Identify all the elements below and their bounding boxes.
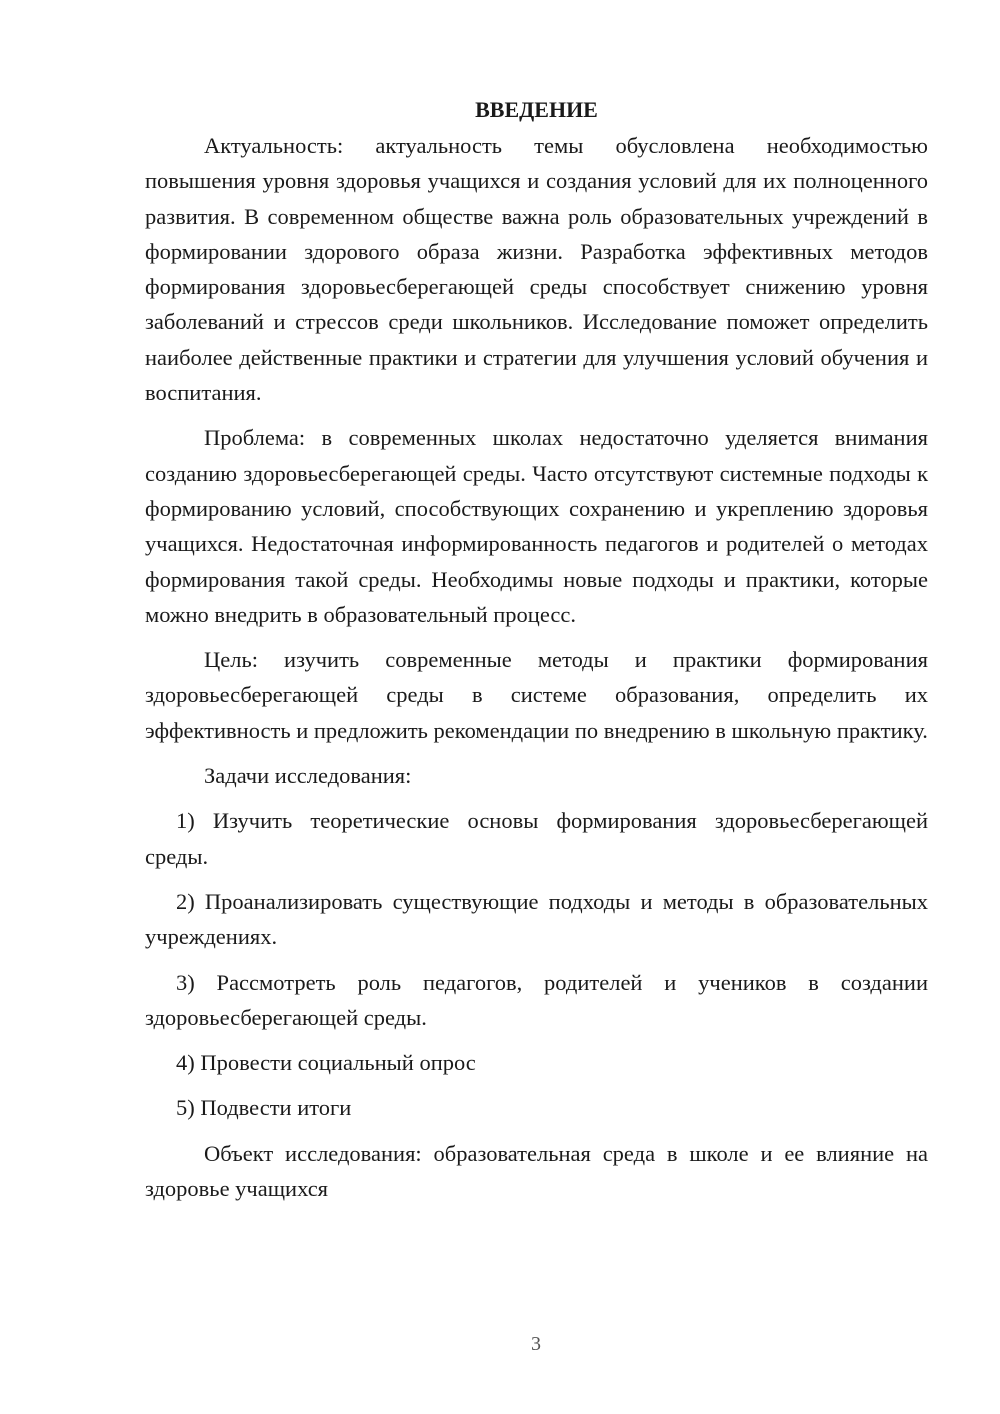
list-item: 5) Подвести итоги [176,1095,352,1121]
list-item: 1) Изучить теоретические основы формирования здоровьесберегающей среды. [145,808,928,869]
paragraph-relevance: Актуальность: актуальность темы обусловлена необходимостью повышения уровня здоровья учащихся и создания условий для их полноценного развития. В современном обществе важна роль образовательных учреждений в формировании здорового образа жизни. Разработка эффективных методов формирования здоровьесберегающей среды способствует снижению уровня заболеваний и стрессов среди школьников. Исследование поможет определить наиболее действенные практики и стратегии для улучшения условий обучения и воспитания. [145,133,928,406]
list-item: 3) Рассмотреть роль педагогов, родителей и учеников в создании здоровьесберегающей среды. [145,969,928,1030]
tasks-title: Задачи исследования: [204,763,412,789]
document-page [145,92,928,1206]
paragraph-problem: Проблема: в современных школах недостаточно уделяется внимания созданию здоровьесберегающей среды. Часто отсутствуют системные подходы к формированию условий, способствующих сохранению и укреплению здоровья учащихся. Недостаточная информированность педагогов и родителей о методах формирования такой среды. Необходимы новые подходы и практики, которые можно внедрить в образовательный процесс. [145,425,928,627]
page-number: 3 [531,1333,541,1355]
list-item: 2) Проанализировать существующие подходы и методы в образовательных учреждениях. [145,888,928,950]
list-item: 4) Провести социальный опрос [176,1050,476,1076]
page-title: ВВЕДЕНИЕ [475,97,598,122]
paragraph-goal: Цель: изучить современные методы и практики формирования здоровьесберегающей среды в системе образования, определить их эффективность и предложить рекомендации по внедрению в школьную практику. [145,647,928,743]
task-list [145,803,928,1125]
paragraph-object: Объект исследования: образовательная среда в школе и ее влияние на здоровье учащихся [145,1140,928,1202]
